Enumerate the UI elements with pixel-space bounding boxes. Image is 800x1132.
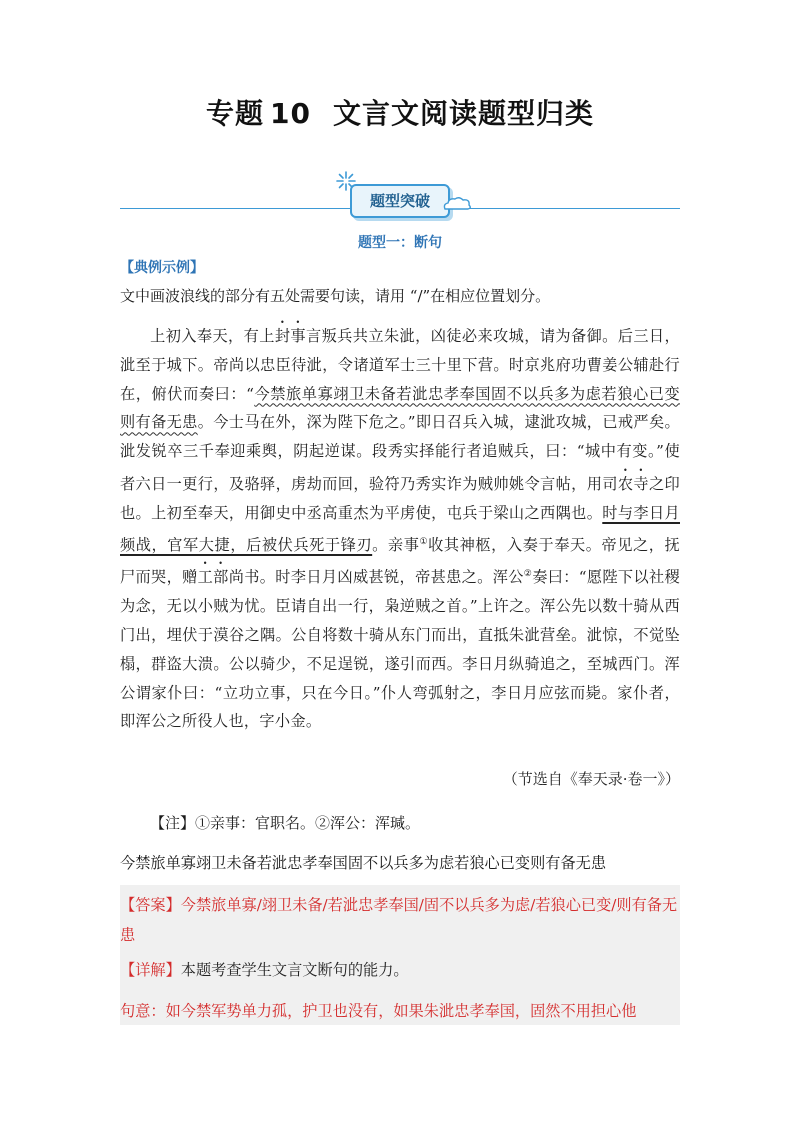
dotted-word: 封事: [274, 327, 306, 345]
footnote-marker: ①: [419, 536, 429, 547]
passage-text: 收其神柩，入奏于奉天。帝见之，抚尸而哭，赠: [120, 535, 680, 587]
answer-block: [120, 885, 680, 1025]
detail-label: 【详解】: [120, 961, 181, 979]
example-label: 【典例示例】: [120, 260, 204, 276]
passage-text: 。亲事: [372, 535, 420, 554]
underlined-sentence: 时与李日月频战，官军大捷，后被伏兵死于锋刃: [120, 503, 680, 554]
page-title: [0, 92, 800, 132]
title-number: 10: [270, 97, 311, 130]
passage-text: 上初入奉天，有上: [150, 327, 275, 345]
section-banner: [120, 170, 680, 218]
footnote-marker: ②: [523, 569, 533, 580]
dotted-word: 农寺: [617, 474, 649, 493]
passage-text: 之印也。上初至奉天，用御史中丞高重杰为平虏使，屯兵于梁山之西隅也。: [120, 474, 680, 522]
answer-content: 今禁旅单寡/翊卫未备/若泚忠孝奉国/固不以兵多为虑/若狼心已变/则有备无患: [120, 896, 678, 944]
passage-text: 言叛兵共立朱泚，凶徒必来攻城，请为备御。后三日，泚至于城下。帝尚以忠臣待泚，令诸道军士三十里下营。时京兆府功曹姜公辅赴行在，俯伏而奏曰：“: [120, 327, 681, 403]
passage-text: 尚书。时李日月凶威甚锐，帝甚患之。浑公: [228, 568, 524, 587]
banner-label: 题型突破: [369, 192, 430, 210]
classical-passage: [120, 318, 680, 736]
section-subtitle: 题型一：断句: [358, 235, 442, 251]
meaning-text: 句意：如今禁军势单力孤，护卫也没有，如果朱泚忠孝奉国，固然不用担心他: [120, 1002, 637, 1020]
passage-source: （节选自《奉天录·卷一》）: [502, 770, 680, 788]
title-prefix: 专题: [206, 97, 265, 130]
answer-label: 【答案】: [120, 896, 181, 914]
answer-text: [120, 890, 680, 950]
title-text: 文言文阅读题型归类: [332, 97, 594, 130]
question-text: 今禁旅单寡翊卫未备若泚忠孝奉国固不以兵多为虑若狼心已变则有备无患: [120, 854, 606, 872]
banner-tag: [350, 184, 450, 218]
dotted-word: 工部: [197, 568, 229, 587]
cloud-icon: [442, 196, 472, 210]
instruction-text: 文中画波浪线的部分有五处需要句读，请用 “/”在相应位置划分。: [120, 287, 551, 305]
detail-content: 本题考查学生文言文断句的能力。: [180, 961, 409, 979]
footnote-text: 【注】①亲事：官职名。②浑公：浑瑊。: [150, 814, 421, 832]
detail-text: [120, 959, 409, 980]
wavy-underlined-text: 今禁旅单寡翊卫未备若泚忠孝奉国固不以兵多为虑若狼心已变则有备无患: [120, 384, 680, 432]
passage-text: 。今士马在外，深为陛下危之。”即日召兵入城，逮泚攻城，已戒严矣。泚发锐卒三千奉迎乘舆，阴起逆谋。段秀实择能行者追贼兵，曰：“城中有变。”使者六日一更行，及骆驿，虏劫而回，验符乃秀实诈为贼帅姚令言帖，用司: [120, 413, 681, 493]
passage-text: 奏曰：“愿陛下以社稷为念，无以小贼为忧。臣请自出一行，枭逆贼之首。”上许之。浑公先以数十骑从西门出，埋伏于漠谷之隅。公自将数十骑从东门而出，直抵朱泚营垒。泚惊，不觉坠榻，群盗大溃。公以骑少，不足逞锐，遂引而西。李日月纵骑追之，至城西门。浑公谓家仆曰：“立功立事，只在今日。”仆人弯弧射之，李日月应弦而毙。家仆者，即浑公之所役人也，字小金。: [120, 568, 681, 731]
